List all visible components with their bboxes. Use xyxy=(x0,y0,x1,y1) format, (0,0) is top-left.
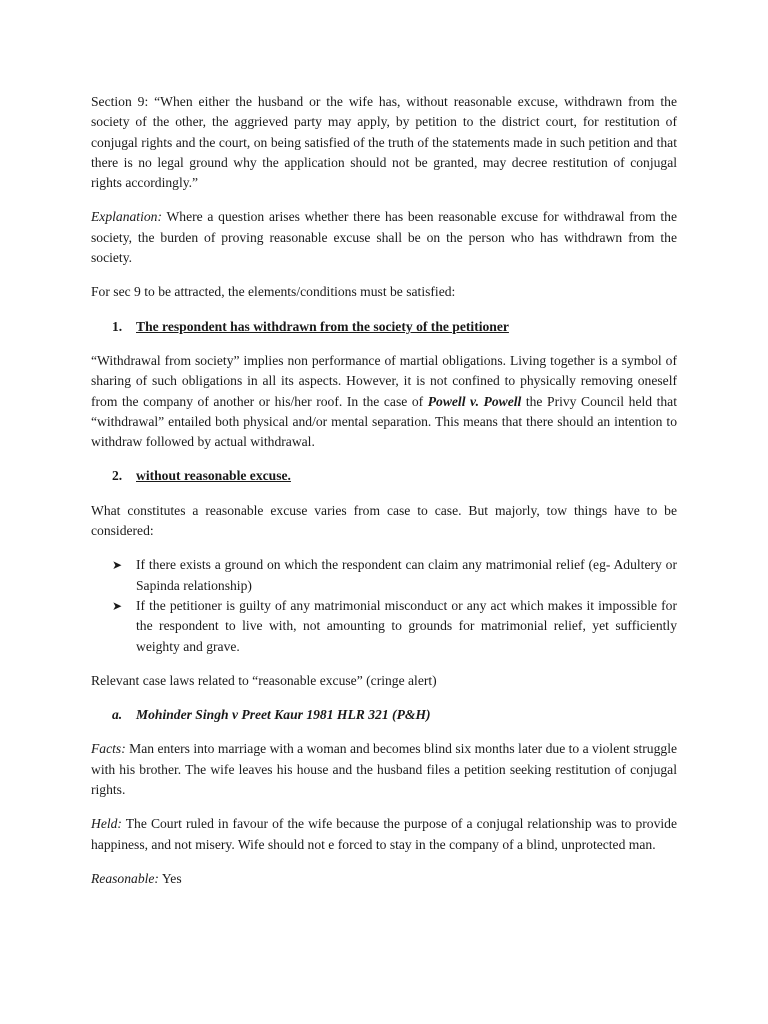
facts-label: Facts: xyxy=(91,741,126,757)
element-2-heading xyxy=(91,466,677,486)
arrow-bullet-icon: ➤ xyxy=(112,598,123,613)
held-label: Held: xyxy=(91,816,122,832)
withdrawal-text-before: “Withdrawal from society” implies non performance of martial obligations. Living together is a symbol of sharing of such obligations in all its aspects. However, it is not confined to physically removing oneself from the company of another or his/her roof. In the case of xyxy=(91,352,677,409)
case-laws-intro-paragraph xyxy=(91,671,677,691)
section-9-text: Section 9: “When either the husband or the wife has, without reasonable excuse, withdrawn from the society of the other, the aggrieved party may apply, by petition to the district court, for restitution of conjugal rights and the court, on being satisfied of the truth of the statements made in such petition and that there is no legal ground why the application should not be granted, may decree restitution of conjugal rights accordingly.” xyxy=(91,94,677,191)
excuse-intro-paragraph xyxy=(91,501,677,542)
facts-text: Man enters into marriage with a woman and becomes blind six months later due to a violent struggle with his brother. The wife leaves his house and the husband files a petition seeking restitution of conjugal rights. xyxy=(91,741,677,798)
withdrawal-text-after: the Privy Council held that “withdrawal” entailed both physical and/or mental separation. This means that there should an intention to withdraw followed by actual withdrawal. xyxy=(91,393,677,450)
element-1-heading xyxy=(91,317,677,337)
arrow-bullet-icon: ➤ xyxy=(112,558,123,573)
element-2-number: 2. xyxy=(112,468,123,484)
facts-paragraph xyxy=(91,739,677,800)
bullet-text: If the petitioner is guilty of any matrimonial misconduct or any act which makes it impossible for the respondent to live with, not amounting to grounds for matrimonial relief, yet sufficiently weighty and grave. xyxy=(136,597,677,654)
element-2-title: without reasonable excuse. xyxy=(136,468,291,484)
bullet-text: If there exists a ground on which the respondent can claim any matrimonial relief (eg- Adultery or Sapinda relationship) xyxy=(136,557,677,593)
reasonable-label: Reasonable: xyxy=(91,870,159,886)
element-1-title: The respondent has withdrawn from the society of the petitioner xyxy=(136,318,509,334)
explanation-paragraph xyxy=(91,207,677,268)
intro-paragraph xyxy=(91,282,677,302)
element-1-number: 1. xyxy=(112,318,123,334)
held-text: The Court ruled in favour of the wife because the purpose of a conjugal relationship was to provide happiness, and not misery. Wife should not e forced to stay in the company of a blind, unprotected man. xyxy=(91,816,677,852)
case-a-letter: a. xyxy=(112,707,123,723)
case-a-heading xyxy=(91,705,677,725)
list-item xyxy=(91,555,677,596)
held-paragraph xyxy=(91,814,677,855)
reasonable-paragraph xyxy=(91,869,677,889)
list-item xyxy=(91,596,677,657)
excuse-intro-text: What constitutes a reasonable excuse varies from case to case. But majorly, tow things have to be considered: xyxy=(91,502,677,539)
case-laws-intro-text: Relevant case laws related to “reasonable excuse” (cringe alert) xyxy=(91,672,437,688)
withdrawal-paragraph xyxy=(91,351,677,452)
excuse-bullet-list xyxy=(91,555,677,656)
document-page xyxy=(91,92,677,903)
explanation-label: Explanation: xyxy=(91,209,162,225)
section-9-paragraph xyxy=(91,92,677,193)
case-a-title: Mohinder Singh v Preet Kaur 1981 HLR 321 (P&H) xyxy=(136,707,431,723)
explanation-text: Where a question arises whether there has been reasonable excuse for withdrawal from the society, the burden of proving reasonable excuse shall be on the person who has withdrawn from the society. xyxy=(91,209,677,266)
powell-case-name: Powell v. Powell xyxy=(427,393,522,409)
reasonable-text: Yes xyxy=(158,870,182,886)
intro-text: For sec 9 to be attracted, the elements/conditions must be satisfied: xyxy=(91,284,456,300)
